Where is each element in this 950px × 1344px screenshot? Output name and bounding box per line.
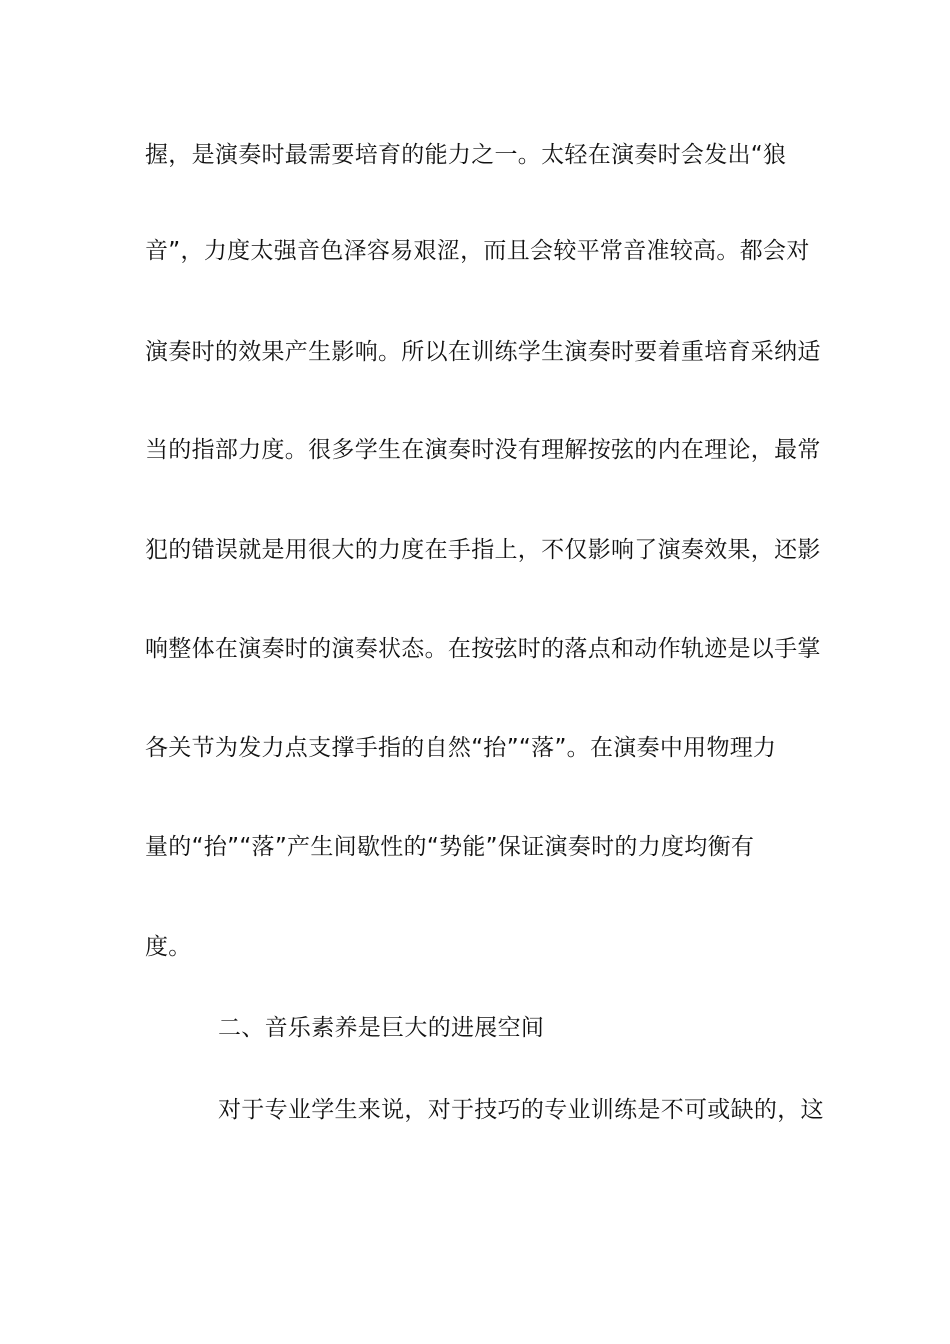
paragraph-line: 握，是演奏时最需要培育的能力之一。太轻在演奏时会发出“狼 [145,142,787,168]
paragraph-line: 演奏时的效果产生影响。所以在训练学生演奏时要着重培育采纳适 [145,339,821,365]
paragraph-line: 度。 [145,934,192,960]
section-heading: 二、音乐素养是巨大的进展空间 [218,1015,545,1041]
paragraph-line: 当的指部力度。很多学生在演奏时没有理解按弦的内在理论，最常 [145,437,821,463]
paragraph-line: 音”，力度太强音色泽容易艰涩，而且会较平常音准较高。都会对 [145,238,810,264]
paragraph-line: 量的“抬”“落”产生间歇性的“势能”保证演奏时的力度均衡有 [145,834,755,860]
paragraph-line: 各关节为发力点支撑手指的自然“抬”“落”。在演奏中用物理力 [145,735,777,761]
paragraph-line: 犯的错误就是用很大的力度在手指上，不仅影响了演奏效果，还影 [145,537,821,563]
paragraph-line: 响整体在演奏时的演奏状态。在按弦时的落点和动作轨迹是以手掌 [145,636,821,662]
paragraph-line: 对于专业学生来说，对于技巧的专业训练是不可或缺的，这 [218,1097,824,1123]
